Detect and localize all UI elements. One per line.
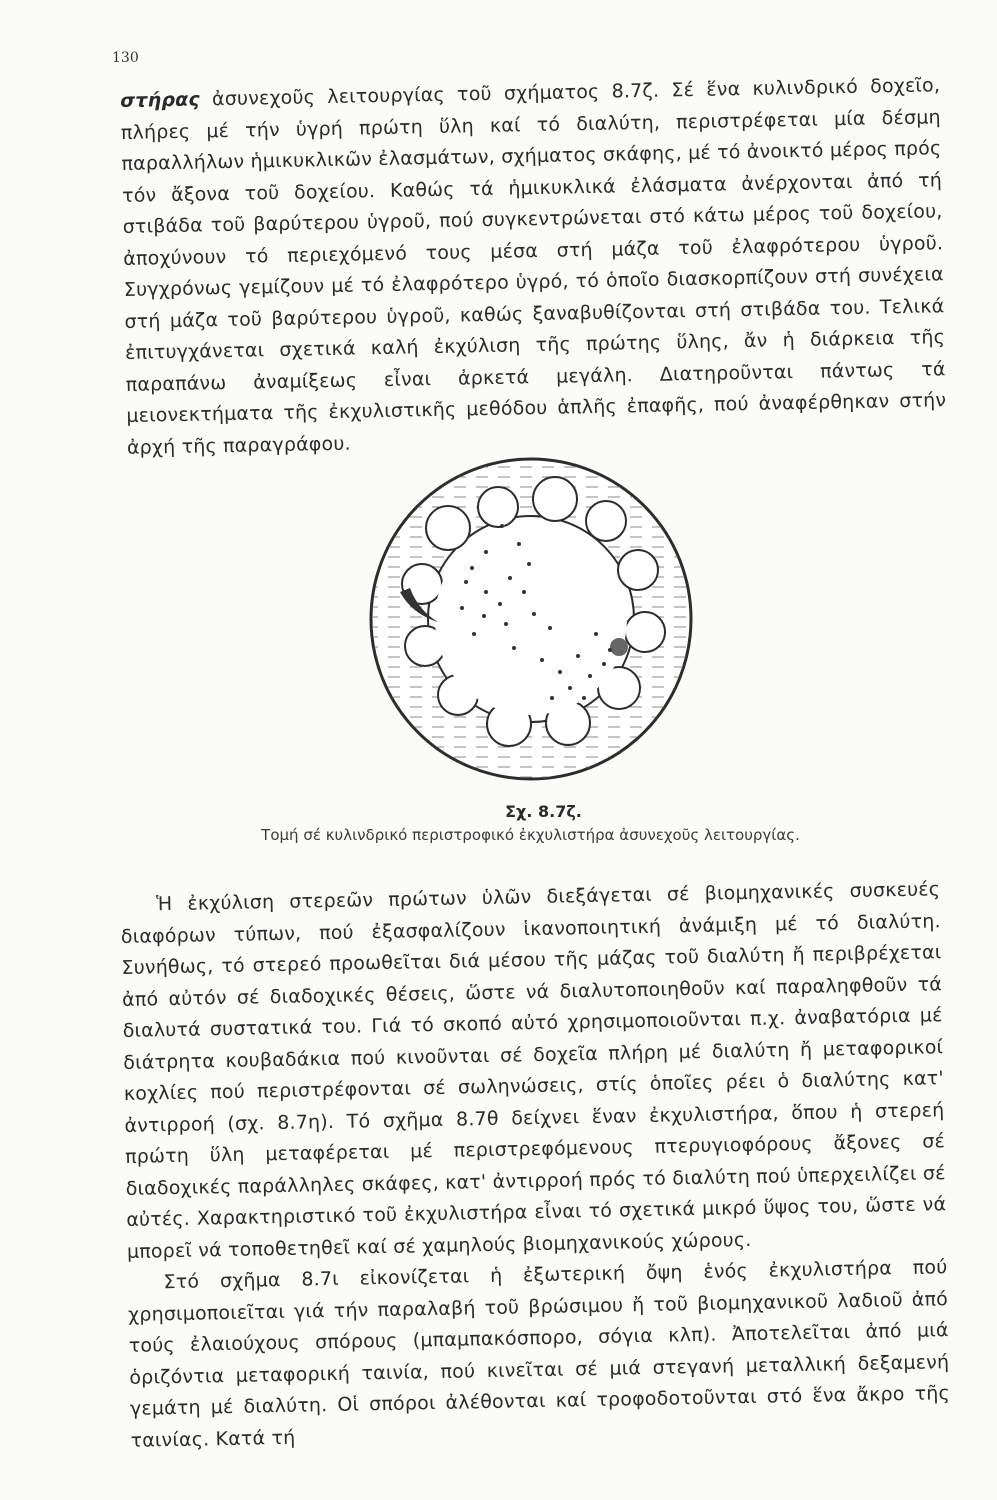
figure-svg — [364, 452, 698, 786]
bottom-text-block — [120, 874, 951, 1457]
dark-droplet — [610, 638, 628, 656]
lead-word: στήρας — [120, 88, 201, 112]
top-paragraph — [120, 70, 947, 464]
core-fill — [435, 523, 627, 715]
cylindrical-extractor-figure — [364, 452, 698, 786]
paragraph-2: Στό σχῆμα 8.7ι εἰκονίζεται ἡ ἐξωτερική ὄψη ἑνός ἐκχυλιστήρα πού χρησιμοποιεῖται γιά τήν παραλαβή τοῦ βρώσιμου ἤ τοῦ βιομηχανικοῦ λαδιοῦ ἀπό τούς ἐλαιούχους σπόρους (μπαμπακόσπορο, σόγια κλπ). Ἀποτελεῖται ἀπό μιά ὁριζόντια μεταφορική ταινία, πού κινεῖται σέ μιά στεγανή μεταλλική δεξαμενή γεμάτη μέ διαλύτη. Οἱ σπόροι ἀλέθονται καί τροφοδοτοῦνται στό ἕνα ἄκρο τῆς ταινίας. Κατά τή — [127, 1256, 951, 1452]
top-paragraph-text: ἀσυνεχοῦς λειτουργίας τοῦ σχήματος 8.7ζ. Σέ ἕνα κυλινδρικό δοχεῖο, πλήρες μέ τήν ὑγρή πρώτη ὕλη καί τό διαλύτη, περιστρέφεται μία δέσμη παραλλήλων ἡμικυκλικῶν ἐλασμάτων, σχήματος σκάφης, μέ τό ἀνοικτό μέρος πρός τόν ἄξονα τοῦ δοχείου. Καθώς τά ἡμικυκλικά ἐλάσματα ἀνέρχονται ἀπό τή στιβάδα τοῦ βαρύτερου ὑγροῦ, πού συγκεντρώνεται στό κάτω μέρος τοῦ δοχείου, ἀποχύνουν τό περιεχόμενό τους μέσα στή μάζα τοῦ ἐλαφρότερου ὑγροῦ. Συγχρόνως γεμίζουν μέ τό ἐλαφρότερο ὑγρό, τό ὁποῖο διασκορπίζουν στή συνέχεια στή μάζα τοῦ βαρύτερου ὑγροῦ, καθώς ξαναβυθίζονται στή στιβάδα του. Τελικά ἐπιτυγχάνεται σχετικά καλή ἐκχύλιση τῆς πρώτης ὕλης, ἄν ἡ διάρκεια τῆς παραπάνω ἀναμίξεως εἶναι ἀρκετά μεγάλη. Διατηροῦνται πάντως τά μειονεκτήματα τῆς ἐκχυλιστικῆς μεθόδου ἁπλῆς ἐπαφῆς, πού ἀναφέρθηκαν στήν ἀρχή τῆς παραγράφου. — [120, 74, 947, 459]
figure-caption: Τομή σέ κυλινδρικό περιστροφικό ἐκχυλιστήρα ἀσυνεχοῦς λειτουργίας. — [261, 826, 800, 844]
figure-label: Σχ. 8.7ζ. — [505, 802, 582, 821]
page-number: 130 — [112, 50, 139, 66]
paragraph-1: Ἡ ἐκχύλιση στερεῶν πρώτων ὑλῶν διεξάγεται σέ βιομηχανικές συσκευές διαφόρων τύπων, πού ἐξασφαλίζουν ἱκανοποιητική ἀνάμιξη μέ τό διαλύτη. Συνήθως, τό στερεό προωθεῖται διά μέσου τῆς μάζας τοῦ διαλύτη ἤ περιβρέχεται ἀπό αὐτόν σέ διαδοχικές θέσεις, ὥστε νά διαλυτοποιηθοῦν καί παραληφθοῦν τά διαλυτά συστατικά του. Γιά τό σκοπό αὐτό χρησιμοποιοῦνται π.χ. ἀναβατόρια μέ διάτρητα κουβαδάκια πού κινοῦνται σέ δοχεῖα πλήρη μέ διαλύτη ἤ μεταφορικοί κοχλίες πού περιστρέφονται σέ σωληνώσεις, στίς ὁποῖες ρέει ὁ διαλύτης κατ' ἀντιρροή (σχ. 8.7η). Τό σχῆμα 8.7θ δείχνει ἕναν ἐκχυλιστήρα, ὅπου ἡ στερεή πρώτη ὕλη μεταφέρεται μέ περιστρεφόμενους πτερυγιοφόρους ἄξονες σέ διαδοχικές παράλληλες σκάφες, κατ' ἀντιρροή πρός τό διαλύτη πού ὑπερχειλίζει σέ αὐτές. Χαρακτηριστικό τοῦ ἐκχυλιστήρα εἶναι τό σχετικά μικρό ὕψος του, ὥστε νά μπορεῖ νά τοποθετηθεῖ καί σέ χαμηλούς βιομηχανικούς χώρους. — [120, 878, 947, 1263]
